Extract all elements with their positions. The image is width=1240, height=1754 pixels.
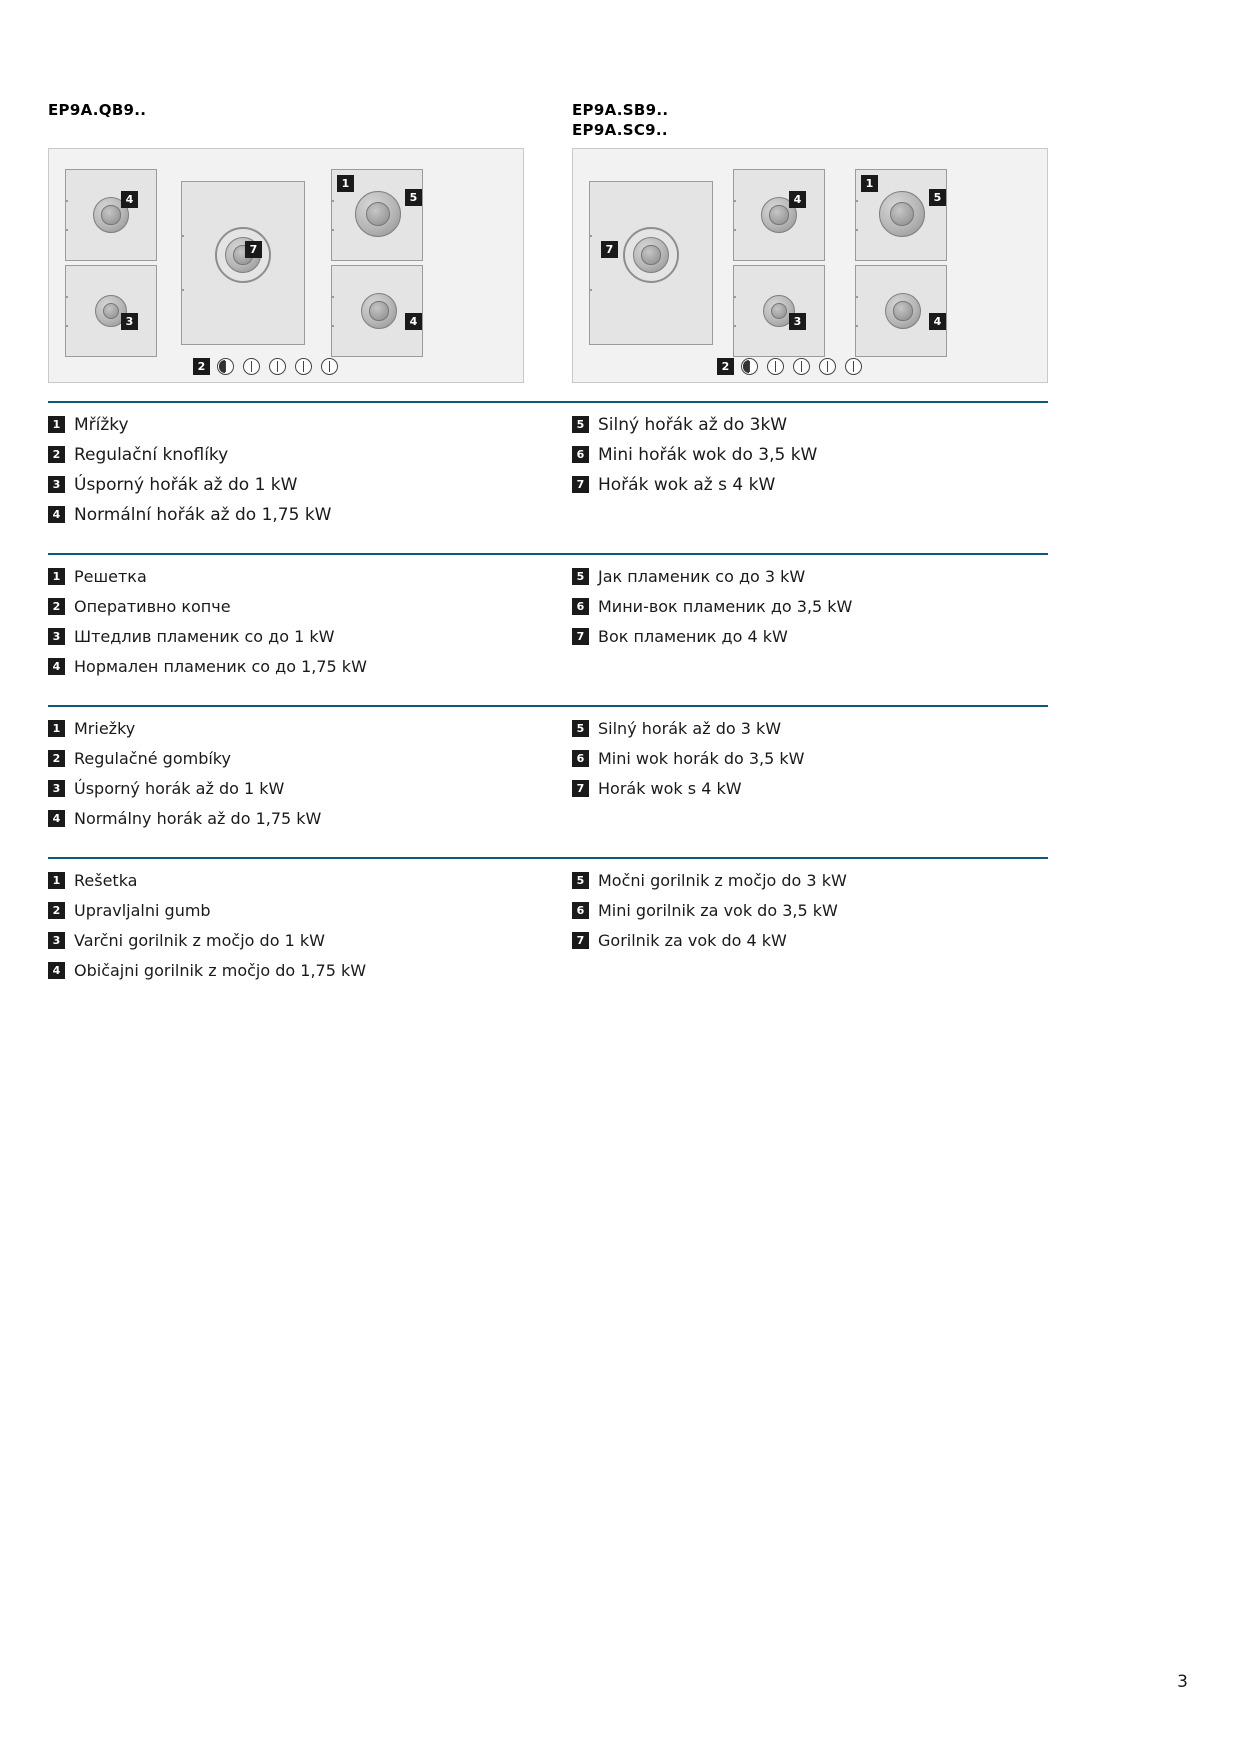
item-number-badge: 7 <box>572 628 589 645</box>
list-item <box>48 901 524 921</box>
legend-column-right-mk <box>572 567 1048 687</box>
legend-column-left-cs <box>48 415 524 535</box>
control-knob-3-right[interactable] <box>793 358 810 375</box>
legend-block-mk <box>48 553 1048 687</box>
item-number-badge: 1 <box>48 720 65 737</box>
legend-columns-sk <box>48 719 1048 839</box>
list-item <box>48 749 524 769</box>
list-item <box>572 627 1048 647</box>
item-label: Оперативно копче <box>74 597 231 616</box>
callout-wok-burner-right: 7 <box>601 241 618 258</box>
list-item <box>48 475 524 495</box>
list-item <box>48 931 524 951</box>
control-knob-2-right[interactable] <box>767 358 784 375</box>
callout-strong-burner-right: 5 <box>929 189 946 206</box>
hob-diagram-right <box>572 148 1048 383</box>
legend-column-right-cs <box>572 415 1048 535</box>
diagram-row <box>48 100 1048 383</box>
page-content <box>48 100 1048 991</box>
item-number-badge: 4 <box>48 658 65 675</box>
hob-surface-left <box>48 148 524 383</box>
item-label: Úsporný hořák až do 1 kW <box>74 475 298 495</box>
legend-column-left-mk <box>48 567 524 687</box>
item-label: Нормален пламеник со до 1,75 kW <box>74 657 367 676</box>
list-item <box>48 961 524 981</box>
diagram-column-right <box>572 100 1048 383</box>
legend-column-left-sl <box>48 871 524 991</box>
legend-block-sk <box>48 705 1048 839</box>
item-label: Mriežky <box>74 719 136 738</box>
list-item <box>48 627 524 647</box>
item-label: Мини-вок пламеник до 3,5 kW <box>598 597 853 616</box>
legend-columns-sl <box>48 871 1048 991</box>
item-label: Močni gorilnik z močjo do 3 kW <box>598 871 847 890</box>
model-title-right-1: EP9A.SB9.. <box>572 101 669 119</box>
model-title-right-2: EP9A.SC9.. <box>572 121 668 139</box>
burner-normal-right-bottom <box>885 293 921 329</box>
legend-block-sl <box>48 857 1048 991</box>
callout-knobs-right: 2 <box>717 358 734 375</box>
item-number-badge: 4 <box>48 506 65 523</box>
item-number-badge: 4 <box>48 810 65 827</box>
list-item <box>48 567 524 587</box>
item-number-badge: 7 <box>572 476 589 493</box>
hob-surface-right <box>572 148 1048 383</box>
control-knob-5[interactable] <box>321 358 338 375</box>
list-item <box>48 719 524 739</box>
callout-normal-burner: 4 <box>121 191 138 208</box>
item-label: Silný hořák až do 3kW <box>598 415 788 435</box>
burner-strong-right-top <box>879 191 925 237</box>
item-number-badge: 3 <box>48 628 65 645</box>
list-item <box>572 445 1048 465</box>
item-number-badge: 6 <box>572 598 589 615</box>
item-label: Решетка <box>74 567 147 586</box>
item-label: Normální hořák až do 1,75 kW <box>74 505 332 525</box>
list-item <box>572 475 1048 495</box>
list-item <box>48 445 524 465</box>
item-label: Mřížky <box>74 415 129 435</box>
model-title-left-spacer <box>48 120 524 140</box>
control-knob-2[interactable] <box>243 358 260 375</box>
item-label: Normálny horák až do 1,75 kW <box>74 809 322 828</box>
callout-economy-burner-right: 3 <box>789 313 806 330</box>
item-number-badge: 2 <box>48 598 65 615</box>
item-number-badge: 6 <box>572 902 589 919</box>
item-number-badge: 5 <box>572 416 589 433</box>
list-item <box>572 415 1048 435</box>
callout-normal-burner-right-2: 4 <box>929 313 946 330</box>
list-item <box>48 415 524 435</box>
item-label: Gorilnik za vok do 4 kW <box>598 931 787 950</box>
item-number-badge: 6 <box>572 446 589 463</box>
control-knob-4[interactable] <box>295 358 312 375</box>
list-item <box>48 809 524 829</box>
item-label: Običajni gorilnik z močjo do 1,75 kW <box>74 961 367 980</box>
legend-columns-mk <box>48 567 1048 687</box>
callout-knobs: 2 <box>193 358 210 375</box>
item-number-badge: 5 <box>572 872 589 889</box>
item-number-badge: 3 <box>48 932 65 949</box>
item-label: Regulační knoflíky <box>74 445 229 465</box>
item-number-badge: 6 <box>572 750 589 767</box>
control-knob-1[interactable] <box>217 358 234 375</box>
list-item <box>572 871 1048 891</box>
hob-diagram-left <box>48 148 524 383</box>
control-knob-5-right[interactable] <box>845 358 862 375</box>
callout-strong-burner: 5 <box>405 189 422 206</box>
item-label: Varčni gorilnik z močjo do 1 kW <box>74 931 325 950</box>
list-item <box>572 597 1048 617</box>
item-number-badge: 1 <box>48 872 65 889</box>
item-number-badge: 5 <box>572 720 589 737</box>
legend-block-cs <box>48 401 1048 535</box>
callout-wok-burner: 7 <box>245 241 262 258</box>
item-number-badge: 3 <box>48 476 65 493</box>
list-item <box>48 597 524 617</box>
item-label: Hořák wok až s 4 kW <box>598 475 776 495</box>
list-item <box>48 505 524 525</box>
burner-strong-top-right <box>355 191 401 237</box>
list-item <box>48 657 524 677</box>
list-item <box>572 931 1048 951</box>
list-item <box>572 719 1048 739</box>
item-number-badge: 5 <box>572 568 589 585</box>
item-label: Horák wok s 4 kW <box>598 779 742 798</box>
model-title-left-1: EP9A.QB9.. <box>48 101 147 119</box>
callout-grates-right: 1 <box>861 175 878 192</box>
item-label: Јак пламеник со до 3 kW <box>598 567 806 586</box>
legend-columns-cs <box>48 415 1048 535</box>
item-number-badge: 3 <box>48 780 65 797</box>
list-item <box>48 779 524 799</box>
item-number-badge: 7 <box>572 932 589 949</box>
item-label: Mini wok horák do 3,5 kW <box>598 749 805 768</box>
legend-column-right-sk <box>572 719 1048 839</box>
list-item <box>572 567 1048 587</box>
item-label: Штедлив пламеник со до 1 kW <box>74 627 335 646</box>
legend-column-right-sl <box>572 871 1048 991</box>
item-number-badge: 7 <box>572 780 589 797</box>
item-label: Rešetka <box>74 871 138 890</box>
list-item <box>572 779 1048 799</box>
control-knob-4-right[interactable] <box>819 358 836 375</box>
list-item <box>48 871 524 891</box>
control-knob-1-right[interactable] <box>741 358 758 375</box>
item-label: Вок пламеник до 4 kW <box>598 627 788 646</box>
item-number-badge: 1 <box>48 568 65 585</box>
legend-column-left-sk <box>48 719 524 839</box>
item-label: Mini hořák wok do 3,5 kW <box>598 445 818 465</box>
list-item <box>572 749 1048 769</box>
item-label: Silný horák až do 3 kW <box>598 719 782 738</box>
control-knob-3[interactable] <box>269 358 286 375</box>
item-label: Upravljalni gumb <box>74 901 211 920</box>
callout-normal-burner-right: 4 <box>789 191 806 208</box>
page-number: 3 <box>1177 1672 1188 1692</box>
burner-wok-left <box>633 237 669 273</box>
item-number-badge: 2 <box>48 902 65 919</box>
item-number-badge: 1 <box>48 416 65 433</box>
item-label: Regulačné gombíky <box>74 749 231 768</box>
list-item <box>572 901 1048 921</box>
callout-grates: 1 <box>337 175 354 192</box>
diagram-column-left <box>48 100 524 383</box>
item-number-badge: 2 <box>48 446 65 463</box>
callout-economy-burner: 3 <box>121 313 138 330</box>
item-label: Úsporný horák až do 1 kW <box>74 779 285 798</box>
item-label: Mini gorilnik za vok do 3,5 kW <box>598 901 838 920</box>
item-number-badge: 4 <box>48 962 65 979</box>
item-number-badge: 2 <box>48 750 65 767</box>
callout-normal-burner-2: 4 <box>405 313 422 330</box>
burner-normal-bottom-right <box>361 293 397 329</box>
